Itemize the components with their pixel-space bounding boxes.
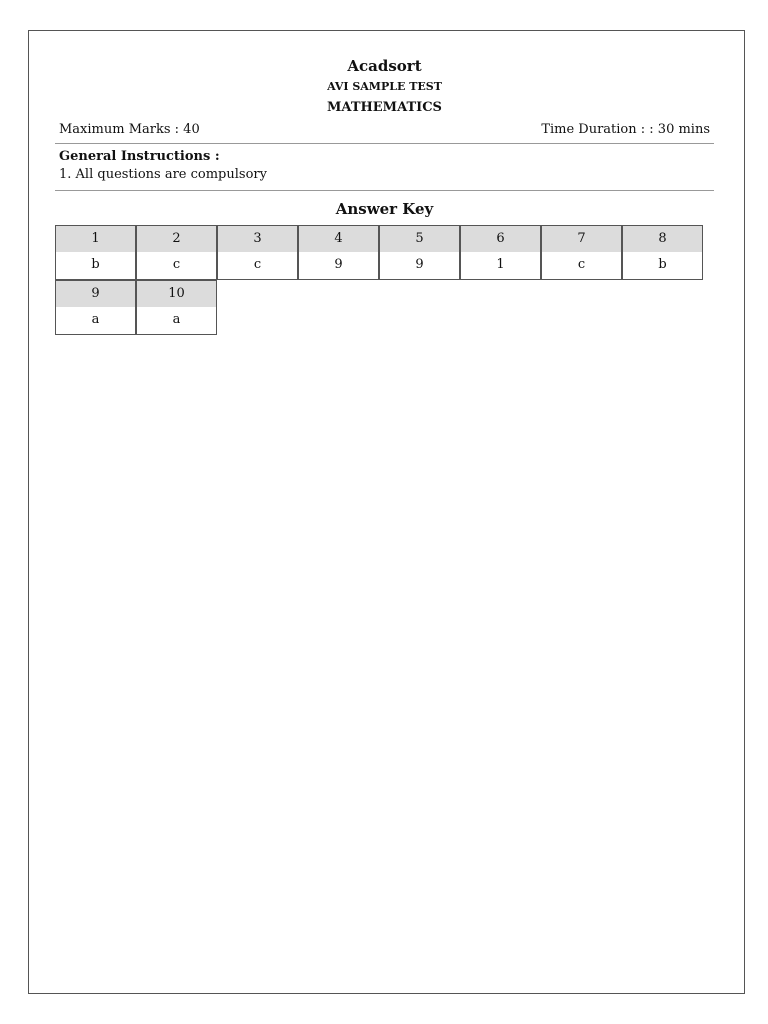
org-name: Acadsort bbox=[347, 57, 422, 75]
page-content bbox=[55, 55, 714, 335]
test-name: AVI SAMPLE TEST bbox=[327, 80, 442, 93]
general-instructions bbox=[55, 144, 714, 191]
subject-title: MATHEMATICS bbox=[327, 100, 442, 115]
answer-key-cell bbox=[541, 225, 622, 280]
question-number: 2 bbox=[137, 226, 216, 252]
answer-value: 9 bbox=[299, 252, 378, 279]
answer-key-grid bbox=[55, 225, 703, 335]
answer-value: 9 bbox=[380, 252, 459, 279]
answer-key-cell bbox=[217, 225, 298, 280]
answer-key-cell bbox=[298, 225, 379, 280]
page-frame bbox=[28, 30, 745, 994]
question-number: 9 bbox=[56, 281, 135, 307]
meta-row bbox=[55, 119, 714, 144]
answer-value: b bbox=[56, 252, 135, 279]
answer-value: c bbox=[542, 252, 621, 279]
answer-value: b bbox=[623, 252, 702, 279]
answer-key-cell bbox=[136, 225, 217, 280]
answer-key-cell bbox=[379, 225, 460, 280]
question-number: 1 bbox=[56, 226, 135, 252]
answer-value: a bbox=[137, 307, 216, 334]
instruction-item: 1. All questions are compulsory bbox=[59, 167, 267, 182]
answer-key-cell bbox=[136, 280, 217, 335]
question-number: 10 bbox=[137, 281, 216, 307]
question-number: 3 bbox=[218, 226, 297, 252]
question-number: 6 bbox=[461, 226, 540, 252]
answer-value: a bbox=[56, 307, 135, 334]
maximum-marks: Maximum Marks : 40 bbox=[59, 122, 200, 137]
answer-key-cell bbox=[55, 280, 136, 335]
instructions-title: General Instructions : bbox=[59, 149, 220, 164]
answer-key-cell bbox=[622, 225, 703, 280]
answer-value: c bbox=[218, 252, 297, 279]
answer-key-cell bbox=[460, 225, 541, 280]
answer-value: c bbox=[137, 252, 216, 279]
question-number: 7 bbox=[542, 226, 621, 252]
question-number: 4 bbox=[299, 226, 378, 252]
question-number: 8 bbox=[623, 226, 702, 252]
time-duration: Time Duration : : 30 mins bbox=[541, 122, 710, 137]
answer-key-title: Answer Key bbox=[335, 200, 434, 218]
answer-value: 1 bbox=[461, 252, 540, 279]
question-number: 5 bbox=[380, 226, 459, 252]
answer-key-cell bbox=[55, 225, 136, 280]
